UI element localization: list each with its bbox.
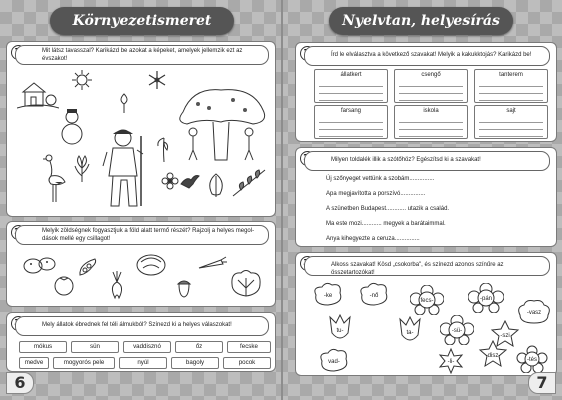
write-line[interactable] (319, 86, 383, 87)
right-q2-text: Milyen toldalék illik a szótőhöz? Egészítsd ki a szavakat! (304, 151, 550, 171)
carrot-icon[interactable] (197, 256, 227, 272)
write-line[interactable] (479, 100, 543, 101)
right-q1-text: Írd le elválasztva a következő szavakat! Melyik a kakukktojás? Karikázd be! (304, 46, 550, 66)
leaf-icon[interactable] (205, 172, 227, 198)
write-line[interactable] (399, 136, 463, 137)
syllable-ta: ta- (406, 330, 414, 336)
word-sajt: sajt (506, 108, 516, 114)
syllable-vad: vad- (328, 359, 340, 365)
write-line[interactable] (319, 93, 383, 94)
left-page-number: 6 (6, 372, 34, 394)
snowflake-icon[interactable] (147, 70, 167, 90)
snowman-icon[interactable] (59, 108, 85, 148)
write-line[interactable] (319, 129, 383, 130)
write-line[interactable] (399, 86, 463, 87)
syllable-vasz: -vasz (526, 310, 542, 316)
write-line[interactable] (319, 136, 383, 137)
syllable-no: -nő (369, 293, 379, 299)
syllable-fecs: fecs- (420, 298, 434, 304)
animal-option-medve[interactable]: medve (19, 357, 49, 369)
left-q2-section (6, 221, 276, 307)
write-line[interactable] (479, 122, 543, 123)
right-page-number: 7 (528, 372, 556, 394)
lettuce-icon[interactable] (229, 268, 263, 298)
animal-option-bagoly[interactable]: bagoly (171, 357, 219, 369)
left-q1-section (6, 41, 276, 217)
write-line[interactable] (399, 100, 463, 101)
syllable-ke: -ke (323, 293, 333, 299)
syllable-flower-tu[interactable] (326, 313, 354, 345)
word-card-farsang[interactable] (314, 105, 388, 139)
word-card-iskola[interactable] (394, 105, 468, 139)
sentence-5[interactable]: Anya kihegyezte a ceruza............... (326, 236, 420, 242)
right-q3-section (295, 252, 557, 376)
right-q2-section (295, 147, 557, 247)
left-q1-text: Mit látsz tavasszal? Karikázd be azokat a képeket, amelyek jellemzik ezt az évszakot! (15, 45, 269, 65)
branch-icon[interactable] (231, 166, 267, 198)
tomato-icon[interactable] (53, 274, 75, 296)
animal-option-pocok[interactable]: pocok (223, 357, 271, 369)
animal-option-fecske[interactable]: fecske (227, 341, 271, 353)
tree-children-icon[interactable] (173, 82, 269, 162)
syllable-flower-tes[interactable] (516, 345, 548, 373)
sentence-4[interactable]: Ma este mozi............ megyek a barátaimmal. (326, 221, 446, 227)
syllable-flower-disz[interactable] (478, 339, 508, 369)
animal-option-mogyoros-pele[interactable]: mogyorós pele (53, 357, 115, 369)
word-tanterem: tanterem (499, 72, 523, 78)
right-page-title: Nyelvtan, helyesírás (329, 7, 513, 35)
right-q1-section (295, 42, 557, 142)
word-card-allatkert[interactable] (314, 69, 388, 103)
syllable-flower-ke[interactable] (312, 281, 344, 309)
write-line[interactable] (399, 93, 463, 94)
syllable-flower-ta[interactable] (396, 315, 424, 347)
sentence-1[interactable]: Új szőnyeget vettünk a szobám............... (326, 176, 435, 182)
write-line[interactable] (399, 122, 463, 123)
animal-option-oz[interactable]: őz (175, 341, 223, 353)
word-iskola: iskola (423, 108, 439, 114)
sentence-3[interactable]: A szünetben Budapest............ utazik a család. (326, 206, 450, 212)
syllable-flower-li[interactable] (436, 347, 466, 375)
syllable-pan: -pán (479, 296, 493, 302)
syllable-szi: -szi (500, 333, 510, 339)
syllable-flower-no[interactable] (358, 281, 390, 309)
syllable-flower-su[interactable] (440, 315, 474, 345)
word-card-tanterem[interactable] (474, 69, 548, 103)
snowdrop-icon[interactable] (155, 134, 173, 164)
word-farsang: farsang (340, 108, 361, 114)
right-page (281, 0, 562, 400)
flower-icon[interactable] (161, 172, 179, 190)
bud-icon[interactable] (117, 92, 131, 114)
cabbage-icon[interactable] (135, 252, 167, 276)
left-q2-text: Melyik zöldségnek fogyasztjuk a föld alatt termő részét? Rajzolj a helyes megol-dások mellé egy csillagot! (15, 225, 269, 245)
pea-pod-icon[interactable] (77, 256, 99, 278)
stork-icon[interactable] (41, 152, 67, 204)
write-line[interactable] (479, 93, 543, 94)
syllable-disz: -disz- (485, 353, 501, 359)
word-card-csengo[interactable] (394, 69, 468, 103)
syllable-flower-vad[interactable] (318, 347, 350, 373)
animal-option-nyul[interactable]: nyúl (119, 357, 167, 369)
sun-flower-icon[interactable] (71, 69, 93, 91)
crocus-icon[interactable] (71, 152, 93, 184)
word-csengo: csengő (421, 72, 441, 78)
left-q3-text: Mely állatok ébrednek fel téli álmukból? Színezd ki a helyes válaszokat! (15, 316, 269, 336)
write-line[interactable] (399, 129, 463, 130)
garden-house-icon[interactable] (17, 78, 59, 112)
syllable-flower-fecs[interactable] (410, 285, 444, 315)
left-page-title: Környezetismeret (50, 7, 234, 35)
sentence-2[interactable]: Apa megjavította a porszívó............... (326, 191, 426, 197)
swallow-icon[interactable] (179, 172, 201, 190)
syllable-tes: -tés (526, 357, 538, 363)
write-line[interactable] (319, 100, 383, 101)
animal-option-vaddiszno[interactable]: vaddisznó (123, 341, 171, 353)
syllable-flower-vasz[interactable] (516, 297, 552, 325)
write-line[interactable] (479, 136, 543, 137)
write-line[interactable] (479, 86, 543, 87)
write-line[interactable] (319, 122, 383, 123)
syllable-li: -li- (447, 359, 455, 365)
left-q3-section (6, 312, 276, 372)
animal-option-sun[interactable]: sün (71, 341, 119, 353)
gardener-icon[interactable] (101, 126, 151, 212)
radish-icon[interactable] (107, 270, 127, 300)
right-q3-text: Alkoss szavakat! Kösd „csokorba", és színezd azonos színűre az összetartozókat! (304, 256, 550, 276)
syllable-su: -sü- (451, 328, 463, 334)
animal-option-mokus[interactable]: mókus (19, 341, 67, 353)
syllable-tu: tu- (336, 328, 344, 334)
acorn-icon[interactable] (175, 276, 193, 298)
write-line[interactable] (479, 129, 543, 130)
syllable-flower-pan[interactable] (468, 283, 504, 313)
word-allatkert: állatkert (340, 72, 362, 78)
word-card-sajt[interactable] (474, 105, 548, 139)
potatoes-icon[interactable] (23, 254, 57, 276)
